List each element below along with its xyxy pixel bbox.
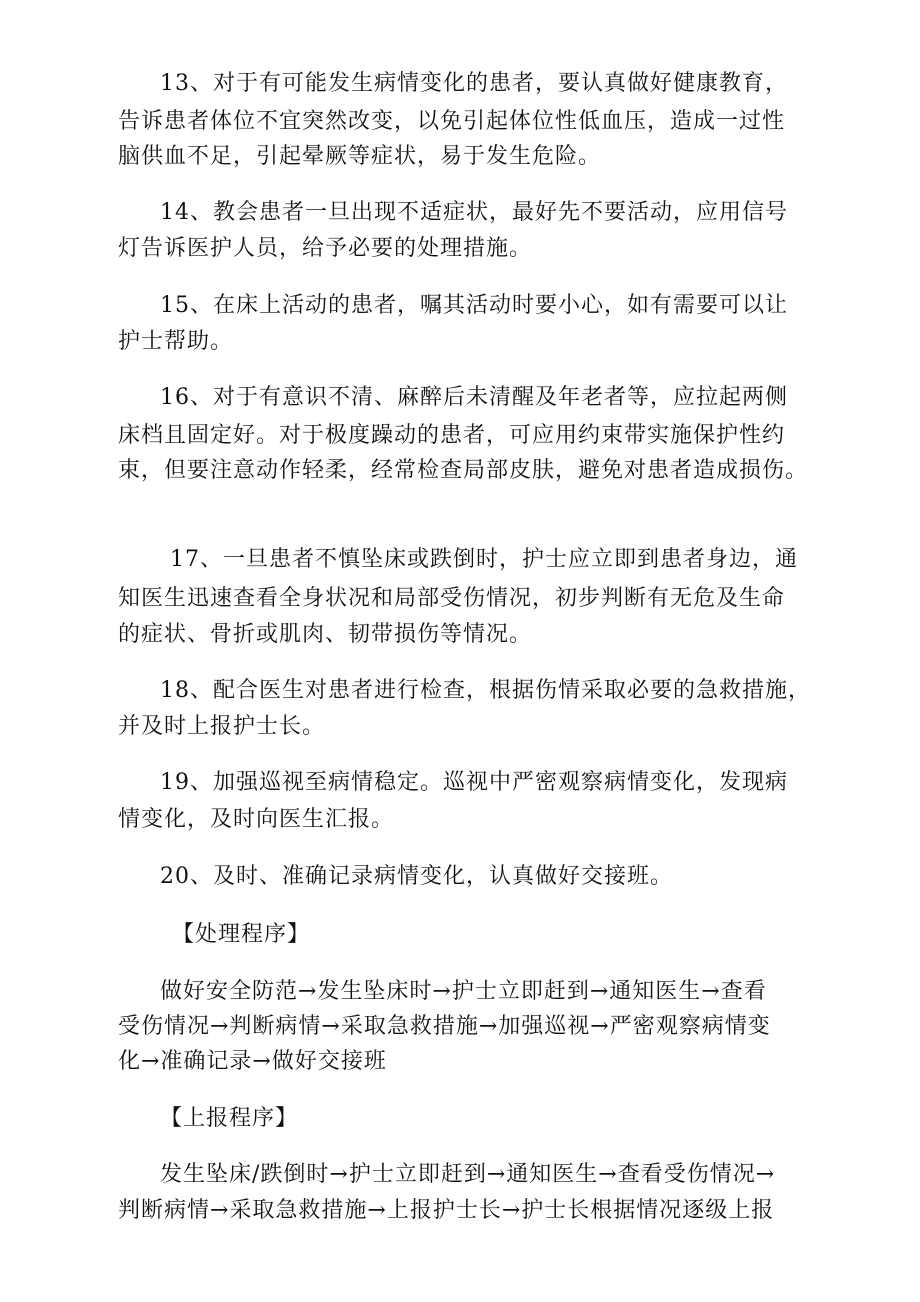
text-line: 17、一旦患者不慎坠床或跌倒时，护士应立即到患者身边，通 <box>170 547 798 572</box>
text-line: 做好安全防范→发生坠床时→护士立即赶到→通知医生→查看 <box>160 979 767 1004</box>
text-line: 14、教会患者一旦出现不适症状，最好先不要活动，应用信号 <box>160 200 788 225</box>
text-line: 20、及时、准确记录病情变化，认真做好交接班。 <box>160 864 673 889</box>
text-line: 床档且固定好。对于极度躁动的患者，可应用约束带实施保护性约 <box>118 423 786 448</box>
section-heading: 【上报程序】 <box>160 1106 299 1131</box>
text-line: 束，但要注意动作轻柔，经常检查局部皮肤，避免对患者造成损伤。 <box>118 458 809 483</box>
text-line: 脑供血不足，引起晕厥等症状，易于发生危险。 <box>118 144 602 169</box>
text-line: 灯告诉医护人员，给予必要的处理措施。 <box>118 236 533 261</box>
text-line: 15、在床上活动的患者，嘱其活动时要小心，如有需要可以让 <box>160 293 788 318</box>
text-line: 告诉患者体位不宜突然改变，以免引起体位性低血压，造成一过性 <box>118 109 786 134</box>
text-line: 的症状、骨折或肌肉、韧带损伤等情况。 <box>118 622 533 647</box>
section-heading: 【处理程序】 <box>172 922 311 947</box>
text-line: 并及时上报护士长。 <box>118 714 326 739</box>
text-line: 知医生迅速查看全身状况和局部受伤情况，初步判断有无危及生命 <box>118 586 786 611</box>
text-line: 护士帮助。 <box>118 329 234 354</box>
text-line: 情变化，及时向医生汇报。 <box>118 807 395 832</box>
text-line: 18、配合医生对患者进行检查，根据伤情采取必要的急救措施， <box>160 678 811 703</box>
text-line: 13、对于有可能发生病情变化的患者，要认真做好健康教育， <box>160 71 788 96</box>
text-line: 19、加强巡视至病情稳定。巡视中严密观察病情变化，发现病 <box>160 770 788 795</box>
text-line: 发生坠床/跌倒时→护士立即赶到→通知医生→查看受伤情况→ <box>160 1162 776 1187</box>
text-line: 16、对于有意识不清、麻醉后未清醒及年老者等，应拉起两侧 <box>160 385 788 410</box>
text-line: 判断病情→采取急救措施→上报护士长→护士长根据情况逐级上报 <box>118 1198 775 1223</box>
text-line: 化→准确记录→做好交接班 <box>118 1049 387 1074</box>
text-line: 受伤情况→判断病情→采取急救措施→加强巡视→严密观察病情变 <box>118 1014 771 1039</box>
